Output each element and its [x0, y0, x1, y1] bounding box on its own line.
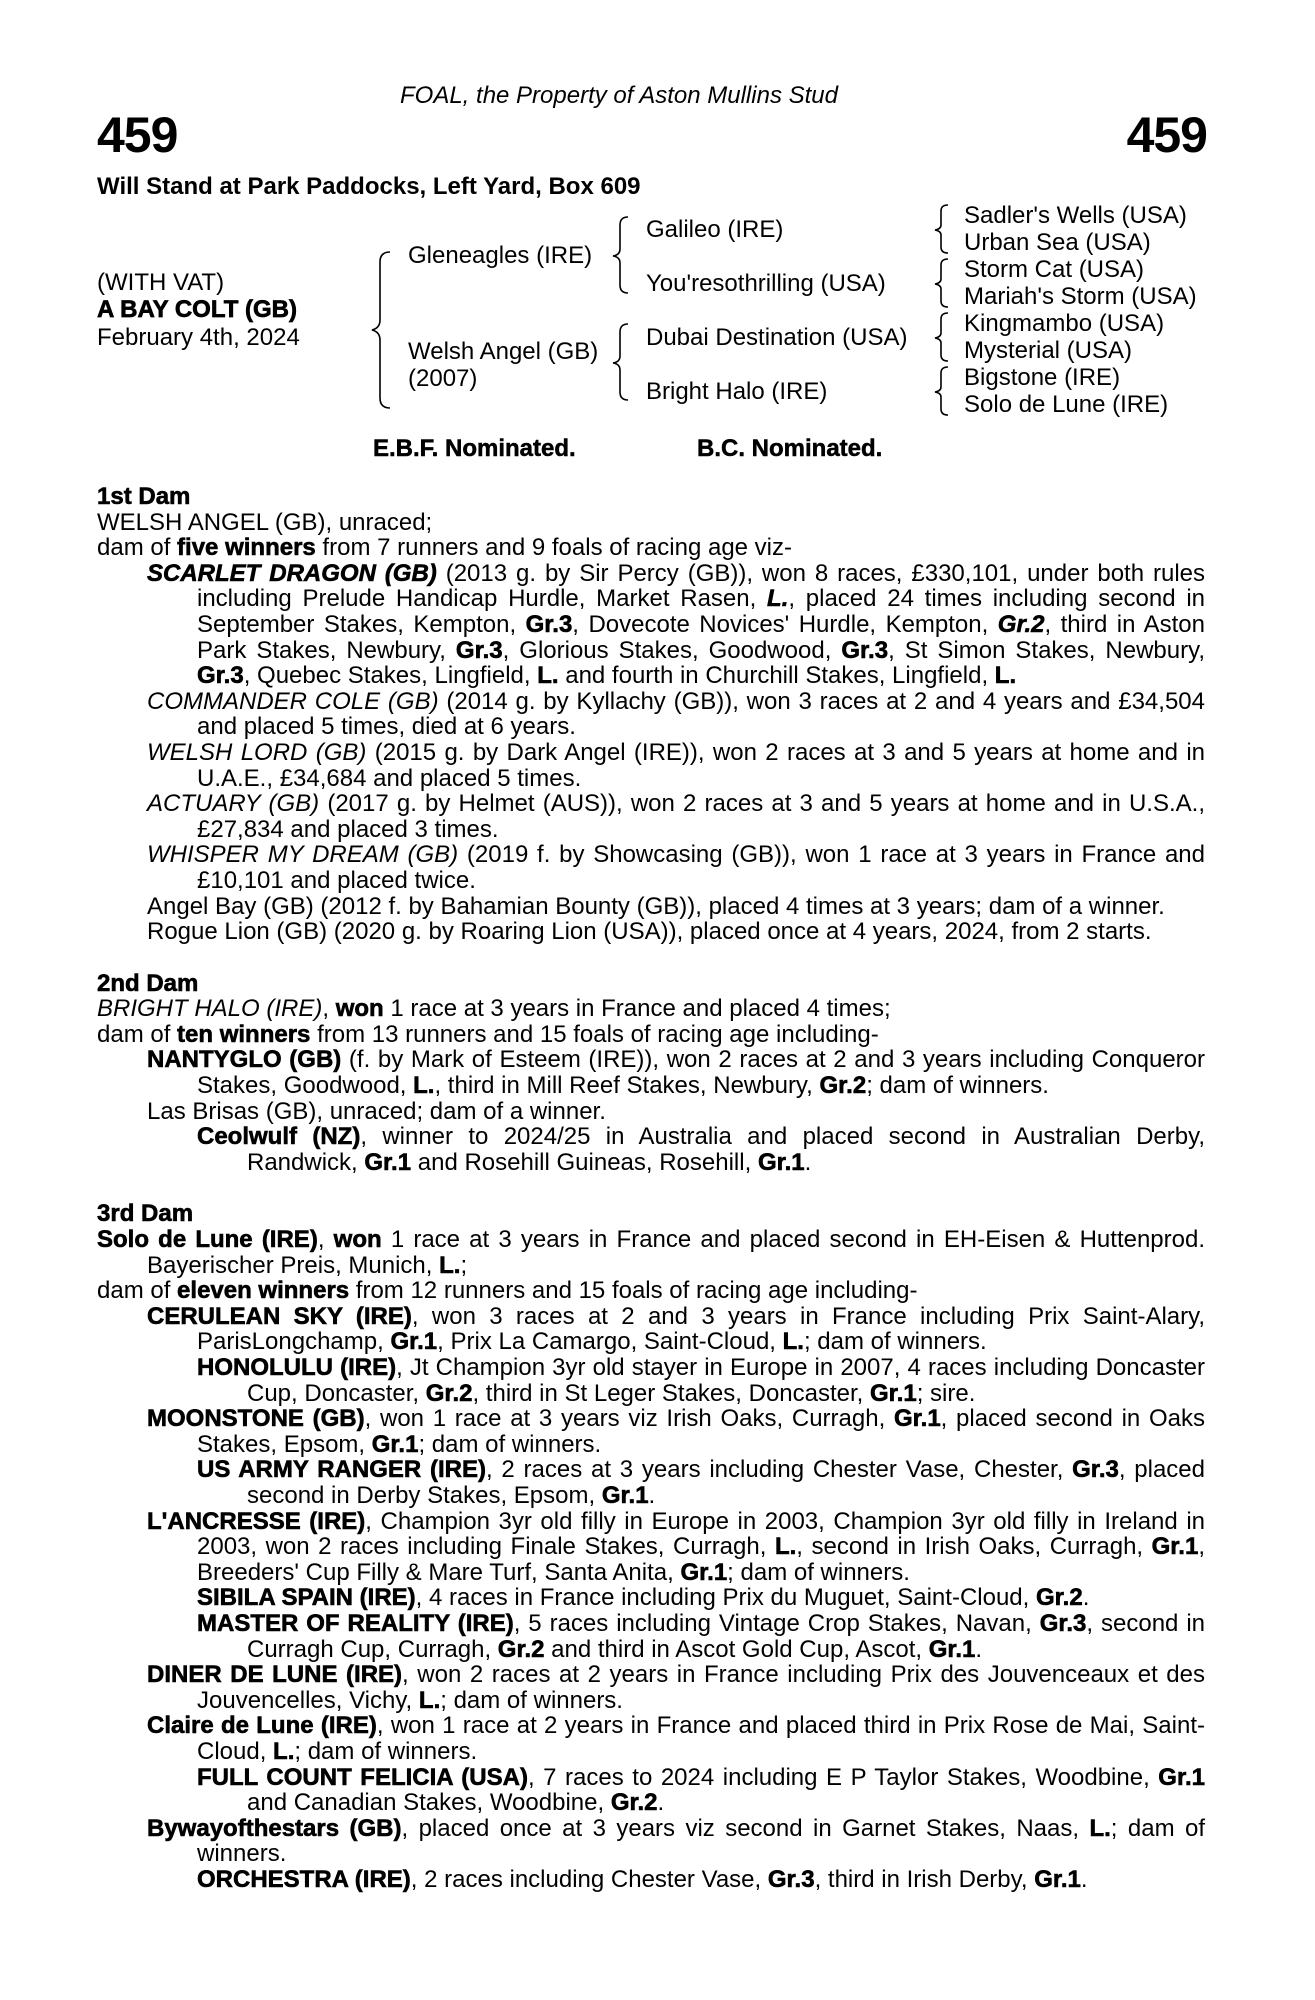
stand-location: Will Stand at Park Paddocks, Left Yard, Box 609 [97, 173, 641, 200]
pedigree-brace-sd [932, 257, 952, 309]
foaling-date: February 4th, 2024 [97, 324, 300, 351]
list-item: Bywayofthestars (GB), placed once at 3 years viz second in Garnet Stakes, Naas, L.; dam of winners. [147, 1814, 1205, 1868]
list-item: FULL COUNT FELICIA (USA), 7 races to 2024 including E P Taylor Stakes, Woodbine, Gr.1 and Canadian Stakes, Woodbine, Gr.2. [197, 1763, 1205, 1817]
list-item: Las Brisas (GB), unraced; dam of a winner. [147, 1097, 606, 1125]
pedigree-sds: Storm Cat (USA) [964, 256, 1145, 283]
list-item: COMMANDER COLE (GB) (2014 g. by Kyllachy (GB)), won 3 races at 2 and 4 years and £34,504 and placed 5 times, died at 6 years. [147, 687, 1205, 741]
ebf-nominated: E.B.F. Nominated. [373, 435, 576, 462]
first-dam-intro: WELSH ANGEL (GB), unraced; [97, 508, 433, 536]
pedigree-sire-dam: You'resothrilling (USA) [646, 270, 886, 297]
list-item: SCARLET DRAGON (GB) (2013 g. by Sir Percy (GB)), won 8 races, £330,101, under both rules including Prelude Handicap Hurdle, Market Rasen, L., placed 24 times including second in September Stakes, Kempton, Gr.3, Dovecote Novices' Hurdle, Kempton, Gr.2, third in Aston Park Stakes, Newbury, Gr.3, Glorious Stakes, Goodwood, Gr.3, St Simon Stakes, Newbury, Gr.3, Quebec Stakes, Lingfield, L. and fourth in Churchill Stakes, Lingfield, L. [147, 559, 1205, 690]
pedigree-dam: Welsh Angel (GB) [408, 338, 599, 365]
pedigree-dam-sire: Dubai Destination (USA) [646, 324, 908, 351]
list-item: Ceolwulf (NZ), winner to 2024/25 in Australia and placed second in Australian Derby, Randwick, Gr.1 and Rosehill Guineas, Rosehill, Gr.1. [197, 1123, 1206, 1176]
pedigree-brace-dd [932, 365, 952, 417]
property-line: FOAL, the Property of Aston Mullins Stud [400, 82, 838, 109]
pedigree-brace-ds [932, 311, 952, 363]
pedigree-brace-dam [610, 322, 634, 402]
lot-number-right: 459 [1126, 107, 1207, 163]
pedigree-brace-sire [610, 215, 634, 295]
list-item: NANTYGLO (GB) (f. by Mark of Esteem (IRE)), won 2 races at 2 and 3 years including Conqueror Stakes, Goodwood, L., third in Mill Reef Stakes, Newbury, Gr.2; dam of winners. [147, 1046, 1206, 1100]
list-item: L'ANCRESSE (IRE), Champion 3yr old filly in Europe in 2003, Champion 3yr old filly in Ireland in 2003, won 2 races including Finale Stakes, Curragh, L., second in Irish Oaks, Curragh, Gr.1, Breeders' Cup Filly & Mare Turf, Santa Anita, Gr.1; dam of winners. [147, 1507, 1205, 1586]
list-item: ACTUARY (GB) (2017 g. by Helmet (AUS)), won 2 races at 3 and 5 years at home and in U.S.A., £27,834 and placed 3 times. [147, 790, 1205, 843]
pedigree-sire-sire: Galileo (IRE) [646, 216, 784, 243]
pedigree-dds: Bigstone (IRE) [964, 364, 1121, 391]
list-item: CERULEAN SKY (IRE), won 3 races at 2 and 3 years in France including Prix Saint-Alary, ParisLongchamp, Gr.1, Prix La Camargo, Saint-Cloud, L.; dam of winners. [147, 1302, 1206, 1356]
list-item: MOONSTONE (GB), won 1 race at 3 years viz Irish Oaks, Curragh, Gr.1, placed second in Oaks Stakes, Epsom, Gr.1; dam of winners. [147, 1405, 1205, 1458]
pedigree-ssd: Urban Sea (USA) [964, 229, 1151, 256]
pedigree-dss: Kingmambo (USA) [964, 310, 1165, 337]
lot-number-left: 459 [97, 107, 178, 163]
pedigree-dam-dam: Bright Halo (IRE) [646, 378, 828, 405]
list-item: Angel Bay (GB) (2012 f. by Bahamian Bounty (GB)), placed 4 times at 3 years; dam of a winner. [147, 892, 1165, 920]
list-item: MASTER OF REALITY (IRE), 5 races including Vintage Crop Stakes, Navan, Gr.3, second in Curragh Cup, Curragh, Gr.2 and third in Ascot Gold Cup, Ascot, Gr.1. [197, 1609, 1205, 1663]
second-dam-heading: 2nd Dam [97, 969, 199, 997]
third-dam-heading: 3rd Dam [97, 1200, 194, 1228]
third-dam-intro: Solo de Lune (IRE), won 1 race at 3 years in France and placed second in EH-Eisen & Huttenprod. Bayerischer Preis, Munich, L.; [97, 1226, 1206, 1279]
pedigree-dsd: Mysterial (USA) [964, 337, 1133, 364]
list-item: ORCHESTRA (IRE), 2 races including Chester Vase, Gr.3, third in Irish Derby, Gr.1. [197, 1865, 1088, 1893]
pedigree-brace-main [368, 250, 398, 410]
list-item: Rogue Lion (GB) (2020 g. by Roaring Lion (USA)), placed once at 4 years, 2024, from 2 starts. [147, 918, 1152, 946]
second-dam-produce-summary: dam of ten winners from 13 runners and 15 foals of racing age including- [97, 1020, 879, 1048]
bc-nominated: B.C. Nominated. [697, 435, 883, 462]
pedigree-sire: Gleneagles (IRE) [408, 242, 593, 269]
second-dam-intro: BRIGHT HALO (IRE), won 1 race at 3 years in France and placed 4 times; [97, 995, 891, 1023]
first-dam-produce-summary: dam of five winners from 7 runners and 9 foals of racing age viz- [97, 534, 793, 562]
list-item: HONOLULU (IRE), Jt Champion 3yr old stayer in Europe in 2007, 4 races including Doncaster Cup, Doncaster, Gr.2, third in St Leger Stakes, Doncaster, Gr.1; sire. [197, 1354, 1205, 1407]
list-item: US ARMY RANGER (IRE), 2 races at 3 years including Chester Vase, Chester, Gr.3, placed second in Derby Stakes, Epsom, Gr.1. [197, 1456, 1206, 1509]
list-item: WHISPER MY DREAM (GB) (2019 f. by Showcasing (GB)), won 1 race at 3 years in France and £10,101 and placed twice. [147, 841, 1205, 894]
pedigree-brace-ss [932, 203, 952, 255]
list-item: DINER DE LUNE (IRE), won 2 races at 2 years in France including Prix des Jouvenceaux et des Jouvencelles, Vichy, L.; dam of winners. [147, 1661, 1205, 1714]
list-item: SIBILA SPAIN (IRE), 4 races in France including Prix du Muguet, Saint-Cloud, Gr.2. [197, 1584, 1090, 1612]
list-item: WELSH LORD (GB) (2015 g. by Dark Angel (IRE)), won 2 races at 3 and 5 years at home and in U.A.E., £34,684 and placed 5 times. [147, 738, 1205, 792]
pedigree-sdd: Mariah's Storm (USA) [964, 283, 1197, 310]
third-dam-produce-summary: dam of eleven winners from 12 runners and 15 foals of racing age including- [97, 1277, 918, 1305]
catalogue-text [97, 484, 1205, 1892]
first-dam-heading: 1st Dam [97, 483, 191, 510]
pedigree-dam-year: (2007) [408, 365, 478, 392]
pedigree-sss: Sadler's Wells (USA) [964, 202, 1187, 229]
vat-note: (WITH VAT) [97, 269, 225, 296]
list-item: Claire de Lune (IRE), won 1 race at 2 years in France and placed third in Prix Rose de Mai, Saint-Cloud, L.; dam of winners. [147, 1712, 1205, 1765]
horse-name: A BAY COLT (GB) [97, 296, 298, 323]
pedigree-ddd: Solo de Lune (IRE) [964, 391, 1169, 418]
